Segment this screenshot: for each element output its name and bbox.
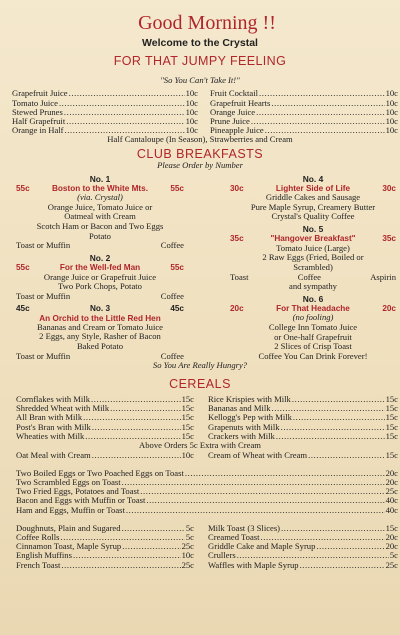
menu-item: Grapenuts with Milk ..... 15c: [208, 423, 398, 432]
leader-dots: [59, 99, 185, 108]
leader-dots: [316, 542, 384, 551]
subtitle: FOR THAT JUMPY FEELING: [113, 53, 287, 68]
breakfast-name: Boston to the White Mts.: [52, 183, 148, 193]
leader-dots: [92, 451, 181, 460]
leader-dots: [293, 413, 385, 422]
price: 45c: [16, 304, 30, 314]
menu-item: Waffles with Maple Syrup ..... 25c: [208, 561, 398, 570]
menu-item: Doughnuts, Plain and Sugared ..... 5c: [16, 524, 194, 533]
leader-dots: [185, 469, 385, 478]
breakfast-name: "Hangover Breakfast": [270, 234, 356, 244]
menu-item: Wheaties with Milk ..... 15c: [16, 432, 194, 441]
menu-item: Pineapple Juice ..... 10c: [210, 126, 398, 135]
tagline: "So You Can't Take It!": [160, 74, 240, 85]
leader-dots: [271, 99, 384, 108]
misc-column-right: [208, 524, 400, 570]
menu-item: Grapefruit Hearts ..... 10c: [210, 99, 398, 108]
menu-item: Post's Bran with Milk ..... 15c: [16, 423, 194, 432]
breakfast-name: For the Well-fed Man: [59, 263, 141, 273]
menu-item: Rice Krispies with Milk ..... 15c: [208, 395, 398, 404]
misc-column-left: [16, 524, 208, 570]
page-title: Good Morning !!: [138, 12, 276, 34]
menu-item: Ham and Eggs, Muffin or Toast ..... 40c: [16, 506, 398, 515]
price: 55c: [170, 183, 184, 193]
leader-dots: [66, 117, 184, 126]
menu-item: Orange Juice ..... 10c: [210, 108, 398, 117]
club-column-right: [200, 174, 400, 362]
menu-item: Bacon and Eggs with Muffin or Toast ..... 40c: [16, 496, 398, 505]
price: 55c: [170, 263, 184, 273]
juice-section: [0, 89, 400, 135]
menu-item: Griddle Cake and Maple Syrup ..... 20c: [208, 542, 398, 551]
menu-item: Tomato Juice ..... 10c: [12, 99, 198, 108]
cereals-heading: CEREALS: [169, 377, 231, 392]
menu-item: English Muffins ..... 10c: [16, 551, 194, 560]
hungry-line: So You Are Really Hungry?: [152, 360, 248, 371]
leader-dots: [300, 561, 385, 570]
price: 30c: [230, 183, 244, 193]
menu-item: French Toast ..... 25c: [16, 561, 194, 570]
menu-item: Half Grapefruit ..... 10c: [12, 117, 198, 126]
breakfast-no-3: 45c No. 3 45c An Orchid to the Little Red Hen Bananas and Cream or Tomato Juice 2 Eggs, any Style, Rasher of Bacon Baked Potato Toast or Muffin Coffee: [16, 304, 184, 361]
leader-dots: [126, 506, 385, 515]
leader-dots: [122, 478, 385, 487]
leader-dots: [122, 524, 185, 533]
price: 20c: [382, 304, 396, 314]
menu-item: Creamed Toast ..... 20c: [208, 533, 398, 542]
leader-dots: [251, 117, 385, 126]
leader-dots: [259, 89, 385, 98]
menu-item: Oat Meal with Cream ..... 10c: [16, 451, 194, 460]
leader-dots: [92, 423, 181, 432]
leader-dots: [69, 89, 185, 98]
juice-column-right: [210, 89, 400, 135]
cereal-column-right: [208, 395, 400, 441]
leader-dots: [140, 487, 384, 496]
price: 45c: [170, 304, 184, 314]
menu-item: Kellogg's Pep with Milk ..... 15c: [208, 413, 398, 422]
menu-item: Orange in Half ..... 10c: [12, 126, 198, 135]
breakfast-no-4: No. 4 30c Lighter Side of Life 30c Griddle Cakes and Sausage Pure Maple Syrup, Creamery Butter Crystal's Quality Coffee: [230, 173, 396, 222]
leader-dots: [281, 423, 385, 432]
breakfast-no-5: No. 5 35c "Hangover Breakfast" 35c Tomato Juice (Large) 2 Raw Eggs (Fried, Boiled or Scrambled) Toast Coffee Aspirin and sympathy: [230, 224, 396, 292]
menu-item: Coffee Rolls ..... 5c: [16, 533, 194, 542]
leader-dots: [122, 542, 180, 551]
menu-item: Crullers ..... 5c: [208, 551, 398, 560]
cereal-column-left: [16, 395, 208, 441]
menu-item: Crackers with Milk ..... 15c: [208, 432, 398, 441]
leader-dots: [276, 432, 385, 441]
price: 35c: [230, 234, 244, 244]
leader-dots: [64, 108, 185, 117]
menu-item: Cornflakes with Milk ..... 15c: [16, 395, 194, 404]
leader-dots: [292, 395, 385, 404]
menu-item: Two Boiled Eggs or Two Poached Eggs on Toast ..... 20c: [16, 469, 398, 478]
leader-dots: [61, 561, 180, 570]
juice-column-left: [12, 89, 210, 135]
leader-dots: [281, 524, 385, 533]
menu-item: Two Fried Eggs, Potatoes and Toast ..... 25c: [16, 487, 398, 496]
price: 55c: [16, 263, 30, 273]
menu-item: Bananas and Milk ..... 15c: [208, 404, 398, 413]
cereal-section: [0, 395, 400, 441]
leader-dots: [308, 451, 384, 460]
leader-dots: [146, 496, 384, 505]
breakfast-no-6: No. 6 20c For That Headache 20c (no fooling) College Inn Tomato Juice or One-half Grapefruit 2 Slices of Crisp Toast Coffee You Can Drink Forever!: [230, 293, 396, 361]
leader-dots: [256, 108, 384, 117]
leader-dots: [83, 413, 180, 422]
menu-item: Cinnamon Toast, Maple Syrup ..... 25c: [16, 542, 194, 551]
price: 20c: [230, 304, 244, 314]
club-column-left: [0, 174, 200, 362]
menu-item: Two Scrambled Eggs on Toast ..... 20c: [16, 478, 398, 487]
breakfast-name: An Orchid to the Little Red Hen: [39, 313, 161, 323]
menu-item: Stewed Prunes ..... 10c: [12, 108, 198, 117]
price: 35c: [382, 234, 396, 244]
menu-item: Milk Toast (3 Slices) ..... 15c: [208, 524, 398, 533]
egg-section: [0, 469, 400, 515]
juice-footer: Half Cantaloupe (In Season), Strawberries and Cream: [107, 134, 293, 145]
breakfast-no-2: No. 2 55c For the Well-fed Man 55c Orange Juice or Grapefruit Juice Two Pork Chops, Potato Toast or Muffin Coffee: [16, 252, 184, 301]
menu-item: Prune Juice ..... 10c: [210, 117, 398, 126]
menu-item: All Bran with Milk ..... 15c: [16, 413, 194, 422]
leader-dots: [73, 551, 181, 560]
price: 30c: [382, 183, 396, 193]
leader-dots: [110, 404, 180, 413]
menu-item: Shredded Wheat with Milk ..... 15c: [16, 404, 194, 413]
club-section: [0, 174, 400, 362]
club-breakfasts-heading: CLUB BREAKFASTS: [136, 146, 264, 161]
misc-section: [0, 524, 400, 570]
price: 55c: [16, 183, 30, 193]
cream-extra-note: Above Orders 5c Extra with Cream: [139, 440, 261, 451]
breakfast-no-1: No. 1 55c Boston to the White Mts. 55c (via. Crystal) Orange Juice, Tomato Juice or Oatmeal with Cream Scotch Ham or Bacon and Two Eggs Potato Toast or Muffin Coffee: [16, 173, 184, 251]
menu-item: Grapefruit Juice ..... 10c: [12, 89, 198, 98]
breakfast-name: Lighter Side of Life: [275, 183, 351, 193]
breakfast-name: For That Headache: [276, 304, 350, 314]
menu-item: Fruit Cocktail ..... 10c: [210, 89, 398, 98]
oat-row: [0, 451, 400, 460]
menu-item: Cream of Wheat with Cream ..... 15c: [208, 451, 398, 460]
welcome-line: Welcome to the Crystal: [142, 37, 258, 49]
order-note: Please Order by Number: [157, 159, 243, 170]
